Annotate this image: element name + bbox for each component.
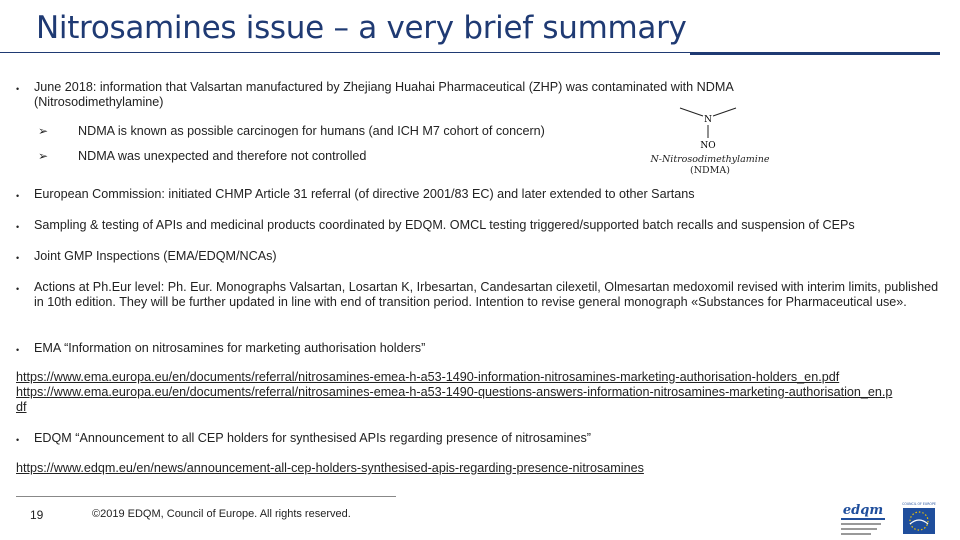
bullet-marker: •	[16, 345, 20, 355]
bullet-text: EMA “Information on nitrosamines for marketing authorisation holders”	[34, 341, 426, 355]
bullet-text: EDQM “Announcement to all CEP holders for synthesised APIs regarding presence of nitrosamines”	[34, 431, 591, 445]
bullet-item	[16, 249, 936, 266]
nitroso-group-label: NO	[700, 141, 716, 151]
bullet-marker: •	[16, 84, 20, 94]
bullet-text: Actions at Ph.Eur level: Ph. Eur. Monographs Valsartan, Losartan K, Irbesartan, Candesartan cilexetil, Olmesartan medoxomil revised with interim limits, published in 10th edition. They will be further updated in line with end of transition period. Intention to revise general monograph «Substances for Pharmaceutical use».	[34, 280, 939, 309]
arrow-marker: ➢	[38, 149, 49, 163]
coe-logo-text: COUNCIL OF EUROPE	[902, 502, 936, 506]
sub-bullet-text: NDMA was unexpected and therefore not controlled	[78, 149, 367, 163]
edqm-logo-line	[841, 518, 885, 520]
bullet-marker: •	[16, 191, 20, 201]
bullet-text: Joint GMP Inspections (EMA/EDQM/NCAs)	[34, 249, 277, 263]
edqm-logo-line	[841, 528, 877, 530]
bullet-text: European Commission: initiated CHMP Article 31 referral (of directive 2001/83 EC) and later extended to other Sartans	[34, 187, 695, 201]
edqm-logo	[838, 500, 888, 540]
copyright-notice: ©2019 EDQM, Council of Europe. All rights reserved.	[92, 508, 351, 520]
slide-title: Nitrosamines issue – a very brief summary	[36, 10, 687, 46]
bullet-item	[16, 218, 956, 235]
methyl-bond-right	[713, 108, 736, 116]
edqm-logo-line	[841, 523, 881, 525]
ema-information-link[interactable]: https://www.ema.europa.eu/en/documents/referral/nitrosamines-emea-h-a53-1490-information-nitrosamines-marketing-authorisation-holders_en.pdf	[16, 370, 840, 384]
title-underline	[0, 52, 690, 53]
page-number: 19	[30, 508, 44, 522]
bullet-marker: •	[16, 222, 20, 232]
bullet-text: June 2018: information that Valsartan manufactured by Zhejiang Huahai Pharmaceutical (ZHP) was contaminated with NDMA (Nitrosodimethylamine)	[34, 80, 734, 109]
molecule-caption	[650, 154, 770, 176]
nitrogen-atom-label: N	[704, 115, 712, 125]
methyl-bond-left	[680, 108, 703, 116]
edqm-logo-line	[841, 533, 871, 535]
bullet-marker: •	[16, 435, 20, 445]
edqm-logo-text: edqm	[842, 503, 884, 518]
bullet-marker: •	[16, 253, 20, 263]
sub-bullet-item	[38, 149, 366, 163]
sub-bullet-text: NDMA is known as possible carcinogen for humans (and ICH M7 cohort of concern)	[78, 124, 545, 138]
council-of-europe-logo	[895, 500, 943, 540]
edqm-announcement-link[interactable]: https://www.edqm.eu/en/news/announcement-all-cep-holders-synthesised-apis-regarding-presence-nitrosamines	[16, 461, 644, 475]
arrow-marker: ➢	[38, 124, 49, 138]
bullet-item	[16, 280, 946, 310]
footer-divider	[16, 496, 396, 497]
bullet-item	[16, 431, 936, 448]
sub-bullet-item	[38, 124, 545, 138]
bullet-item	[16, 187, 936, 204]
molecule-caption-name: N-Nitrosodimethylamine	[650, 154, 770, 165]
title-underline-accent	[690, 52, 940, 55]
ema-qa-link[interactable]: https://www.ema.europa.eu/en/documents/referral/nitrosamines-emea-h-a53-1490-questions-answers-information-nitrosamines-marketing-authorisation_en.pdf	[16, 385, 893, 414]
molecule-caption-abbr: (NDMA)	[690, 165, 730, 176]
bullet-item	[16, 341, 936, 358]
bullet-marker: •	[16, 284, 20, 294]
bullet-text: Sampling & testing of APIs and medicinal products coordinated by EDQM. OMCL testing triggered/supported batch recalls and suspension of CEPs	[34, 218, 855, 232]
